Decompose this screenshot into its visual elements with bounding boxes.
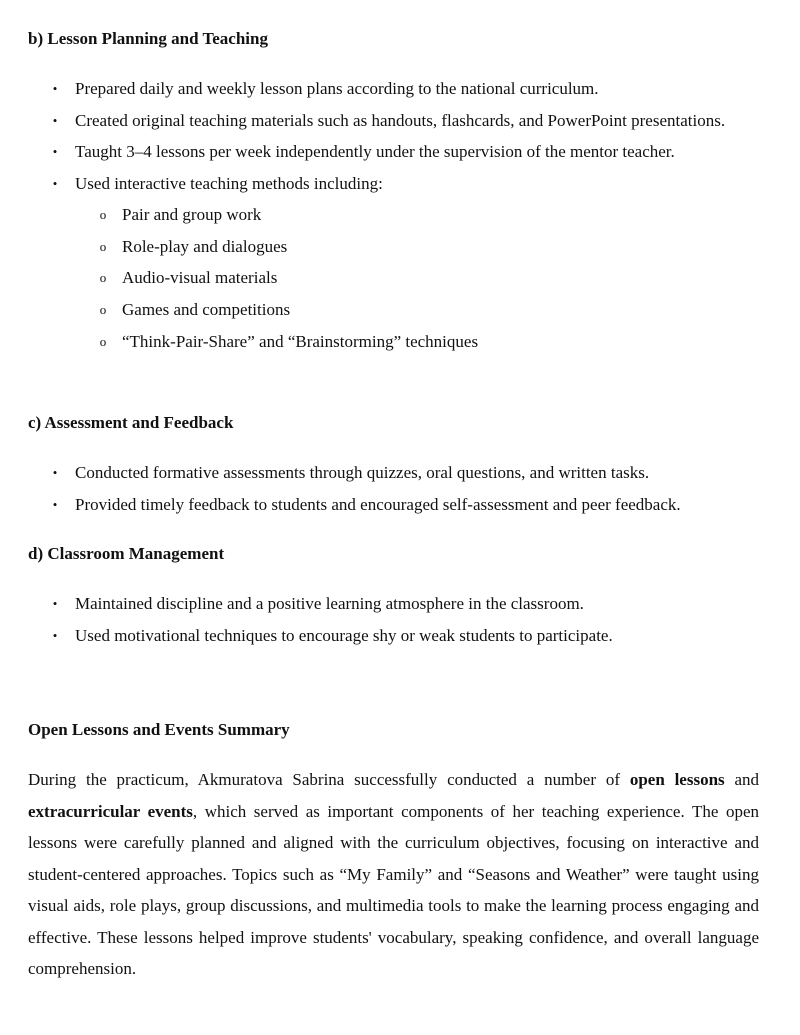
circle-bullet-icon: o bbox=[99, 333, 107, 349]
summary-text: During the practicum, Akmuratova Sabrina successfully conducted a number of bbox=[28, 770, 630, 789]
sub-list-item-text: “Think-Pair-Share” and “Brainstorming” techniques bbox=[122, 331, 479, 351]
sub-list-item-text: Audio-visual materials bbox=[122, 268, 278, 288]
circle-bullet-icon: o bbox=[99, 238, 107, 254]
circle-bullet-icon: o bbox=[99, 302, 107, 318]
list-item-text: Used motivational techniques to encourage shy or weak students to participate. bbox=[75, 625, 613, 645]
list-item-text: Taught 3–4 lessons per week independently under the supervision of the mentor teacher. bbox=[75, 142, 675, 161]
sub-list-item-text: Games and competitions bbox=[122, 300, 291, 320]
list-item bbox=[0, 457, 800, 489]
summary-paragraph bbox=[28, 764, 759, 985]
summary-heading: Open Lessons and Events Summary bbox=[28, 720, 290, 739]
list-item bbox=[0, 105, 800, 137]
sub-list-item bbox=[0, 199, 800, 231]
sub-list-item bbox=[0, 231, 800, 263]
section-b-bullet-list bbox=[0, 73, 800, 358]
section-d-heading: d) Classroom Management bbox=[28, 544, 225, 563]
list-item-text: Conducted formative assessments through quizzes, oral questions, and written tasks. bbox=[75, 463, 650, 482]
summary-bold-text: extracurricular events bbox=[28, 801, 193, 821]
section-c-bullet-list bbox=[0, 457, 800, 520]
bullet-icon: • bbox=[52, 596, 58, 611]
list-item-text: Prepared daily and weekly lesson plans according to the national curriculum. bbox=[75, 79, 599, 98]
list-item bbox=[0, 136, 800, 168]
bullet-icon: • bbox=[52, 144, 58, 159]
bullet-icon: • bbox=[52, 496, 58, 512]
summary-text: and bbox=[724, 770, 760, 789]
list-item-text: Maintained discipline and a positive learning atmosphere in the classroom. bbox=[75, 594, 584, 613]
sub-list-item bbox=[0, 294, 800, 326]
bullet-icon: • bbox=[52, 465, 58, 480]
bullet-icon: • bbox=[52, 81, 58, 96]
section-b-heading: b) Lesson Planning and Teaching bbox=[28, 29, 268, 48]
summary-bold-text: open lessons bbox=[629, 770, 725, 789]
list-item bbox=[0, 73, 800, 105]
bullet-icon: • bbox=[52, 175, 58, 191]
list-item bbox=[0, 588, 800, 620]
list-item bbox=[0, 489, 800, 521]
section-d-bullet-list bbox=[0, 588, 800, 651]
list-item-text: Used interactive teaching methods including: bbox=[75, 173, 383, 193]
circle-bullet-icon: o bbox=[99, 270, 107, 286]
sub-list-item bbox=[0, 326, 800, 358]
list-item bbox=[0, 168, 800, 200]
list-item-text: Created original teaching materials such as handouts, flashcards, and PowerPoint presentations. bbox=[75, 110, 726, 130]
summary-text: , which served as important components of her teaching experience. The open lessons were carefully planned and aligned with the curriculum objectives, focusing on interactive and student-centered approaches. Topics such as “My Family” and “Seasons and Weather” were taught using visual aids, role plays, group discussions, and multimedia tools to make the learning process engaging and effective. These lessons helped improve students' vocabulary, speaking confidence, and overall language comprehension. bbox=[28, 801, 759, 978]
section-c-heading: c) Assessment and Feedback bbox=[28, 413, 234, 432]
list-item bbox=[0, 620, 800, 652]
sub-list-item-text: Role-play and dialogues bbox=[122, 236, 288, 256]
list-item-text: Provided timely feedback to students and encouraged self-assessment and peer feedback. bbox=[75, 494, 681, 514]
sub-list-item bbox=[0, 262, 800, 294]
bullet-icon: • bbox=[52, 112, 58, 128]
sub-list-item-text: Pair and group work bbox=[122, 205, 262, 224]
bullet-icon: • bbox=[52, 627, 58, 643]
circle-bullet-icon: o bbox=[99, 207, 107, 222]
